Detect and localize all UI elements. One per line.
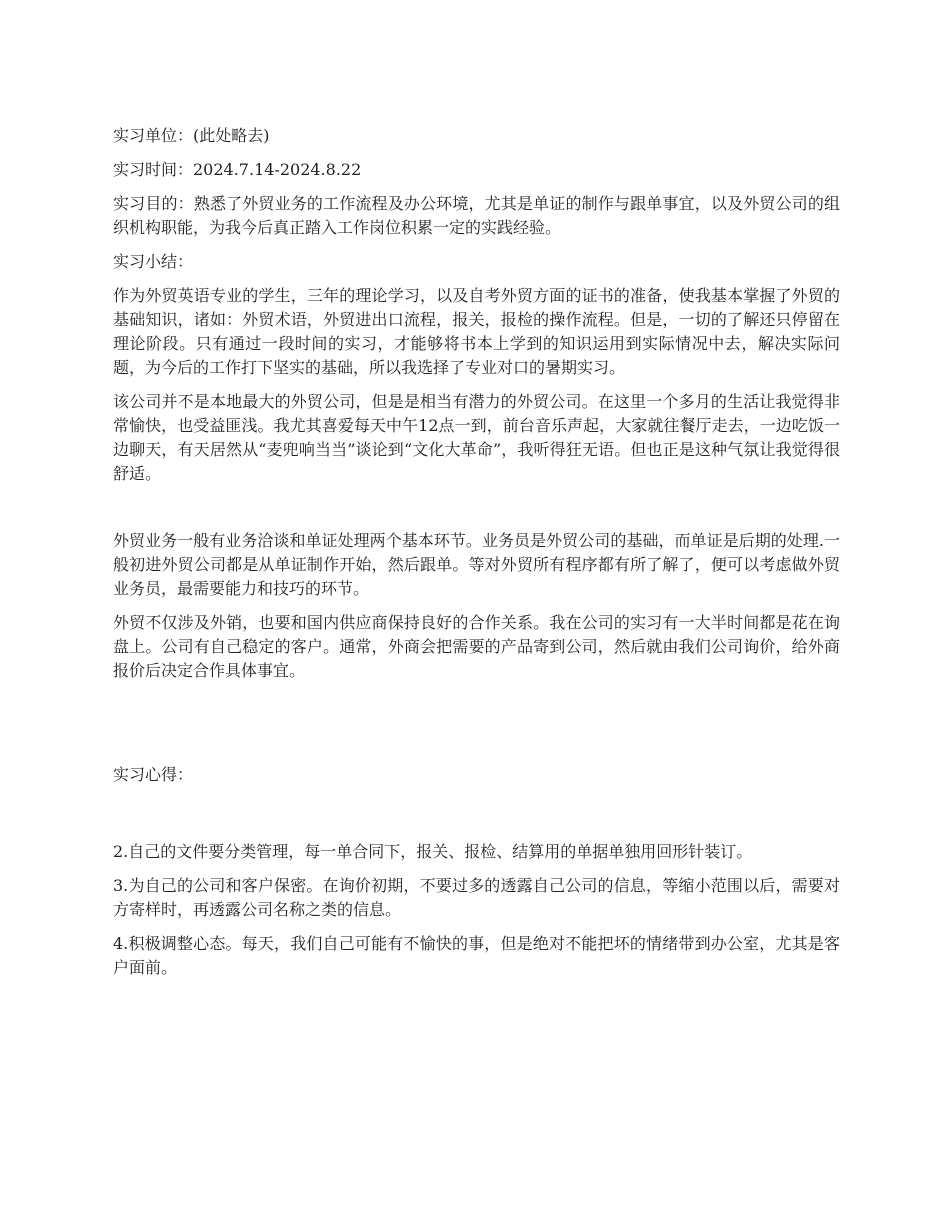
business-paragraph-1: 外贸业务一般有业务洽谈和单证处理两个基本环节。业务员是外贸公司的基础，而单证是后期的处理.一般初进外贸公司都是从单证制作开始，然后跟单。等对外贸所有程序都有所了解了，便可以考虑做外贸业务员，最需要能力和技巧的环节。 [113,531,840,598]
internship-time-line: 实习时间：2024.7.14-2024.8.22 [113,160,362,179]
summary-heading: 实习小结： [113,252,194,271]
blank-spacer [113,797,840,840]
document-body [113,124,840,990]
summary-paragraph-2: 该公司并不是本地最大的外贸公司，但是是相当有潜力的外贸公司。在这里一个多月的生活让我觉得非常愉快，也受益匪浅。我尤其喜爱每天中午12点一到，前台音乐声起，大家就往餐厅走去，一边吃饭一边聊天，有天居然从“麦兜响当当”谈论到“文化大革命”，我听得狂无语。但也正是这种气氛让我觉得很舒适。 [113,392,840,483]
internship-unit-line: 实习单位：(此处略去) [113,126,270,145]
insights-heading: 实习心得： [113,765,194,784]
insight-item-2: 2.自己的文件要分类管理，每一单合同下，报关、报检、结算用的单据单独用回形针装订。 [113,842,753,861]
summary-paragraph-1: 作为外贸英语专业的学生，三年的理论学习，以及自考外贸方面的证书的准备，使我基本掌握了外贸的基础知识，诸如：外贸术语，外贸进出口流程，报关，报检的操作流程。但是，一切的了解还只停留在理论阶段。只有通过一段时间的实习，才能够将书本上学到的知识运用到实际情况中去，解决实际问题，为今后的工作打下坚实的基础，所以我选择了专业对口的暑期实习。 [113,286,840,377]
business-paragraph-2: 外贸不仅涉及外销，也要和国内供应商保持良好的合作关系。我在公司的实习有一大半时间都是花在询盘上。公司有自己稳定的客户。通常，外商会把需要的产品寄到公司，然后就由我们公司询价，给外商报价后决定合作具体事宜。 [113,613,840,680]
internship-purpose-paragraph: 实习目的：熟悉了外贸业务的工作流程及办公环境，尤其是单证的制作与跟单事宜，以及外贸公司的组织机构职能，为我今后真正踏入工作岗位积累一定的实践经验。 [113,194,840,237]
blank-spacer [113,693,840,763]
blank-spacer [113,496,840,529]
insight-item-4: 4.积极调整心态。每天，我们自己可能有不愉快的事，但是绝对不能把坏的情绪带到办公室，尤其是客户面前。 [113,934,840,977]
insight-item-3: 3.为自己的公司和客户保密。在询价初期，不要过多的透露自己公司的信息，等缩小范围以后，需要对方寄样时，再透露公司名称之类的信息。 [113,876,840,919]
